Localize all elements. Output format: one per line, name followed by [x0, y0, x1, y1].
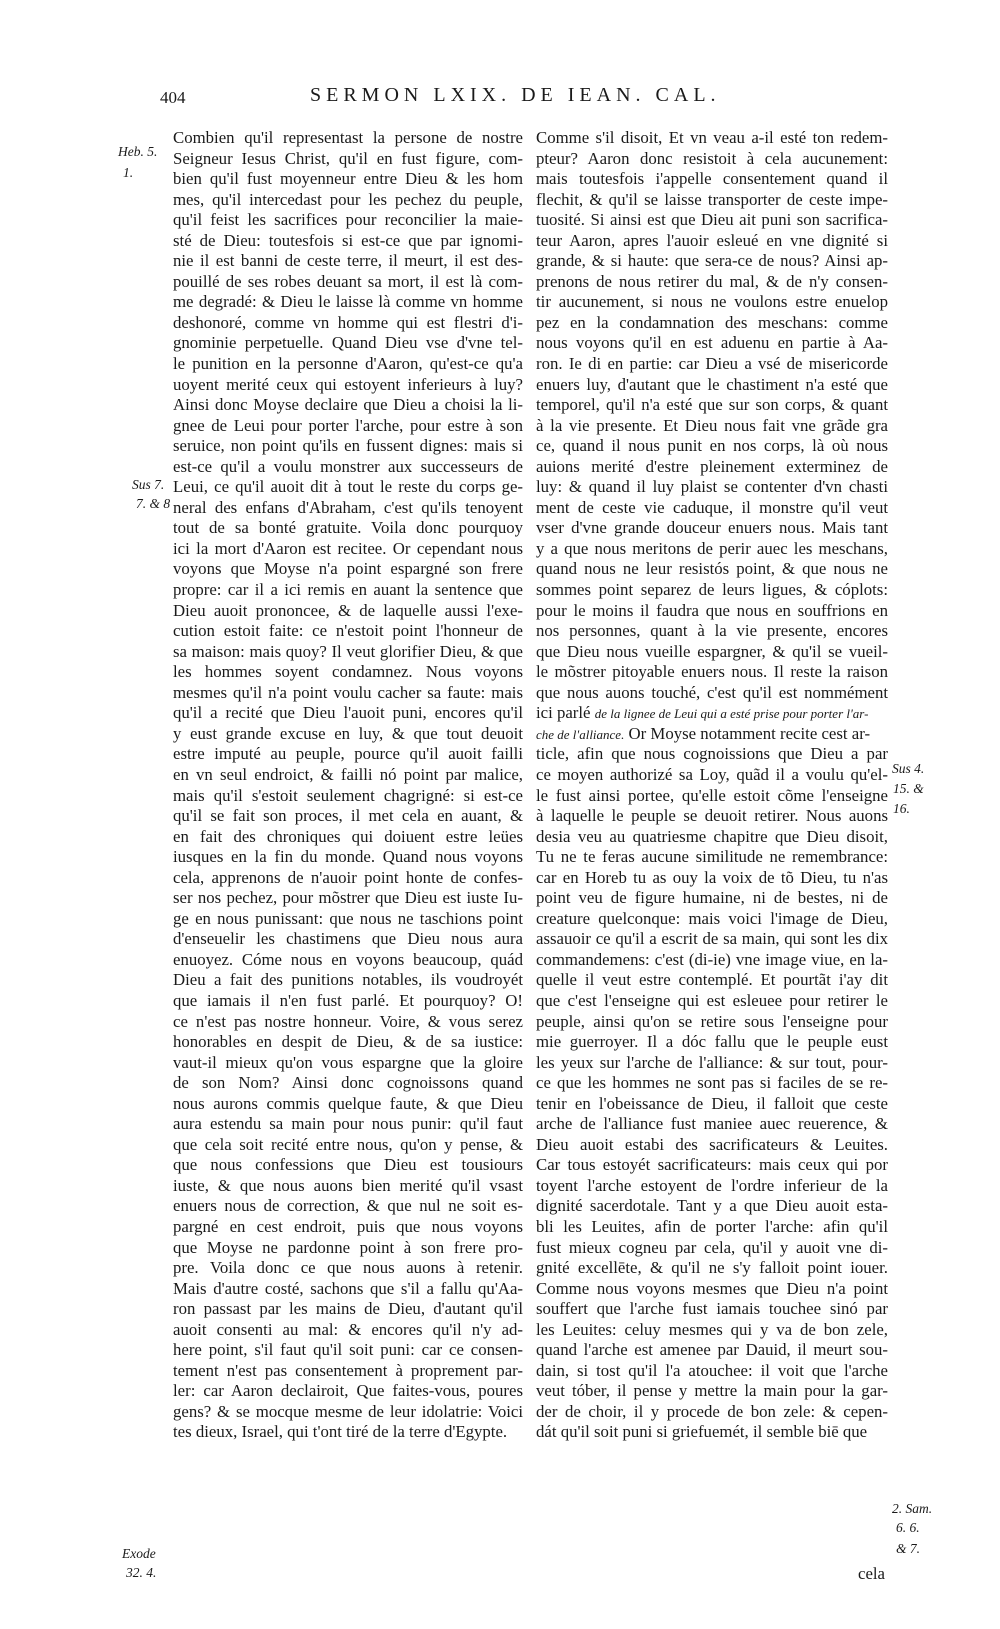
text-line: prenons de nous retirer du mal, & de n'y consen-: [536, 271, 888, 291]
text-line: ce n'est pas nostre honneur. Voire, & vous serez: [173, 1011, 523, 1031]
text-line: quand nous ne leur resistós point, & que nous ne: [536, 559, 888, 579]
text-line: est-ce qu'il a voulu monstrer aux successeurs de: [173, 456, 523, 476]
text-line: Dieu auoit prononcee, & de laquelle aussi l'exe-: [173, 600, 523, 620]
text-line: mesmes qu'il n'a point voulu cacher sa faute: mais: [173, 682, 523, 702]
text-line: veut tóber, il pense y mettre la main pour la gar-: [536, 1381, 888, 1401]
margin-note-sus-right: Sus 4.: [892, 761, 925, 776]
right-column: [536, 128, 888, 1443]
text-line: voyons que Moyse n'a point espargné son frere: [173, 559, 523, 579]
text-line: neral des enfans d'Abraham, c'est qu'ils tenoyent: [173, 497, 523, 517]
text-line: dignité sacerdotale. Tant y a que Dieu auoit esta-: [536, 1196, 888, 1216]
text-line: y a que nous meritons de perir auec les meschans,: [536, 538, 888, 558]
text-line: Mais d'autre costé, sachons que s'il a fallu qu'Aa-: [173, 1278, 523, 1298]
text-line: ge en nous punissant: que nous ne taschions point: [173, 908, 523, 928]
text-line: enuers luy, d'autant que le chastiment n'a esté que: [536, 374, 888, 394]
text-line: commandemens: c'est (di-ie) vne image viue, en la-: [536, 949, 888, 969]
text-line: tir aucunement, si nous ne voulons estre enuelop: [536, 292, 888, 312]
text-line: Leui, ce qu'il auoit dit à tout le reste du corps ge-: [173, 477, 523, 497]
text-line: ici la mort d'Aaron est recitee. Or cependant nous: [173, 538, 523, 558]
margin-note-sam-verse2: & 7.: [896, 1541, 921, 1556]
text-line: les hommes soyent condamnez. Nous voyons: [173, 662, 523, 682]
text-line: nie il est banni de ceste terre, il meurt, il est des-: [173, 251, 523, 271]
text-line: gens? & se mocque mesme de leur idolatrie: Voici: [173, 1401, 523, 1421]
text-line: vser d'vne grande douceur enuers nous. Mais tant: [536, 518, 888, 538]
text-line: à laquelle le peuple se deuoit retirer. Nous auons: [536, 806, 888, 826]
text-line: ment de ceste vie caduque, il monstre qu'il veut: [536, 497, 888, 517]
text-line: pteur? Aaron donc resistoit à cela aucunement:: [536, 148, 888, 168]
text-line: pour le moins il faudra que nous en souffrions en: [536, 600, 888, 620]
text-line: der de choir, il y procede de bon zele: & cepen-: [536, 1401, 888, 1421]
text-line: enuers nous de correction, & que nul ne soit es-: [173, 1196, 523, 1216]
text-line: iusques en la fin du monde. Quand nous voyons: [173, 847, 523, 867]
text-line: gnité excellēte, & qu'il ne s'y falloit point iouer.: [536, 1258, 888, 1278]
text-line: bien qu'il fust moyenneur entre Dieu & les hom: [173, 169, 523, 189]
text-line: quelle il veut estre contemplé. Et pourtãt i'ay dit: [536, 970, 888, 990]
text-line: Comme nous voyons mesmes que Dieu n'a point: [536, 1278, 888, 1298]
margin-note-sus-right-verse2: 16.: [893, 801, 910, 816]
text-line: nos personnes, quant à la vie presente, encores: [536, 621, 888, 641]
text-line: tement n'est pas consentement à proprement par-: [173, 1360, 523, 1380]
text-line: Seigneur Iesus Christ, qu'il en fust figure, com-: [173, 148, 523, 168]
text-line: luy: & quand il luy plaist se contenter d'vn chasti: [536, 477, 888, 497]
text-line: pez en la condamnation des meschans: comme: [536, 312, 888, 332]
text-roman: Or Moyse notamment recite cest ar-: [628, 723, 871, 743]
text-line: y eust grande excuse en luy, & que tout deuoit: [173, 723, 523, 743]
text-line: les yeux sur l'arche de l'alliance: & sur tout, pour-: [536, 1052, 888, 1072]
text-line: estre imputé au peuple, pource qu'il auoit failli: [173, 744, 523, 764]
text-line: dain, si tost qu'il l'a atouchee: il voit que l'arche: [536, 1360, 888, 1380]
text-line: [536, 724, 888, 745]
text-line: flechit, & qu'il se laisse transporter de ceste impe-: [536, 189, 888, 209]
text-line: bli les Leuites, afin de porter l'arche: afin qu'il: [536, 1216, 888, 1236]
text-line: [536, 703, 888, 724]
text-line: peuple, ainsi qu'on se retire sous l'enseigne pour: [536, 1011, 888, 1031]
text-line: que Dieu nous vueille espargner, & qu'il se vueil-: [536, 641, 888, 661]
text-line: vaut-il mieux qu'on vous espargne que la gloire: [173, 1052, 523, 1072]
text-line: seruice, non point qu'ils en fussent dignes: mais si: [173, 436, 523, 456]
margin-note-sus-left: Sus 7.: [132, 477, 165, 492]
text-line: creature quelconque: mais voici l'image de Dieu,: [536, 908, 888, 928]
text-line: pouillé de ses robes deuant sa mort, il est là com-: [173, 271, 523, 291]
text-line: pargné en cest endroit, puis que nous voyons: [173, 1216, 523, 1236]
text-line: mes, qu'il intercedast pour les pechez du peuple,: [173, 189, 523, 209]
text-line: nous voyons qu'il en est aduenu en partie à Aa-: [536, 333, 888, 353]
text-line: Dieu auoit estabi des sacrificateurs & Leuites.: [536, 1134, 888, 1154]
margin-note-sus-left-verse: 7. & 8: [136, 496, 171, 511]
text-line: sté de Dieu: toutesfois si est-ce que par ignomi-: [173, 230, 523, 250]
text-line: toyent l'arche estoyent de l'ordre inferieur de la: [536, 1175, 888, 1195]
margin-note-sus-right-verse1: 15. &: [893, 781, 924, 796]
margin-note-sam-verse: 6. 6.: [896, 1520, 920, 1535]
text-line: deshonoré, comme vn homme qui est flestri d'i-: [173, 312, 523, 332]
text-line: desia veu au quatriesme chapitre que Dieu disoit,: [536, 826, 888, 846]
text-line: tes dieux, Israel, qui t'ont tiré de la terre d'Egypte.: [173, 1422, 508, 1442]
catchword: cela: [858, 1564, 886, 1583]
text-line: point veu de figure humaine, ni de bestes, ni de: [536, 888, 888, 908]
text-line: que c'est l'enseigne qui est esleuee pour retirer le: [536, 990, 888, 1010]
margin-note-exode-verse: 32. 4.: [126, 1565, 157, 1580]
text-line: car en Horeb tu as ouy la voix de tõ Dieu, tu n'as: [536, 867, 888, 887]
text-line: ticle, afin que nous cognoissions que Dieu a par: [536, 744, 888, 764]
text-line: gnominie perpetuelle. Quand Dieu vse d'vne tel-: [173, 333, 523, 353]
text-line: Combien qu'il representast la persone de nostre: [173, 128, 523, 147]
text-line: auoit consenti au mal: & encores qu'il n'y ad-: [173, 1319, 523, 1339]
page-number: 404: [160, 88, 186, 107]
text-line: le punition en la personne d'Aaron, qu'est-ce qu'a: [173, 354, 523, 374]
text-line: quand l'arche est amenee par Dauid, il meurt sou-: [536, 1340, 888, 1360]
text-line: qu'il feist les sacrifices pour reconcilier la maie-: [173, 210, 523, 230]
text-line: les Leuites: celuy mesmes qui y va de bon zele,: [536, 1319, 888, 1339]
text-line: tout de sa bonté gratuite. Voila donc pourquoy: [173, 518, 523, 538]
text-line: here point, s'il faut qu'il soit puni: car ce consen-: [173, 1340, 523, 1360]
text-line: assauoir ce qu'il a escrit de sa main, qui sont les dix: [536, 929, 888, 949]
text-line: que cela soit recité entre nous, qu'on y pense, &: [173, 1134, 523, 1154]
text-line: le mõstrer pitoyable enuers nous. Il reste la raison: [536, 662, 888, 682]
text-line: propre: car il a ici remis en auant la sentence que: [173, 580, 523, 600]
text-line: uoyent merité ceux qui estoyent inferieurs à luy?: [173, 374, 523, 394]
text-line: mais toutesfois i'appelle consentement quand il: [536, 169, 888, 189]
text-line: à la vie presente. Et Dieu nous fait vne grãde gra: [536, 415, 888, 435]
text-line: temporel, qu'il n'a esté que sur son corps, & quant: [536, 395, 888, 415]
text-line: sommes point separez de leurs ligues, & cóplots:: [536, 580, 888, 600]
text-line: mie guerroyer. Il a dóc fallu que le peuple eust: [536, 1032, 888, 1052]
text-line: sa maison: mais quoy? Il veut glorifier Dieu, & que: [173, 641, 523, 661]
text-line: tuosité. Si ainsi est que Dieu ait puni son sacrifica-: [536, 210, 888, 230]
text-roman: ici parlé: [536, 703, 591, 723]
text-line: honorables en despit de Dieu, & de sa iustice:: [173, 1032, 523, 1052]
text-line: teur Aaron, apres l'auoir esleué en vne dignité si: [536, 230, 888, 250]
text-italic: che de l'alliance.: [536, 726, 625, 742]
running-head: SERMON LXIX. DE IEAN. CAL.: [310, 84, 721, 106]
left-column: [173, 128, 523, 1443]
text-line: ce que les hommes ne sont pas si faciles de se re-: [536, 1073, 888, 1093]
text-line: ce moyen authorizé sa Loy, quãd il a voulu qu'el-: [536, 764, 888, 784]
text-line: que Moyse ne pardonne point à son frere pro-: [173, 1237, 523, 1257]
text-line: que nous confessions que Dieu est tousiours: [173, 1155, 523, 1175]
text-line: le fust ainsi portee, qu'elle estoit cõme l'enseigne: [536, 785, 888, 805]
text-line: qu'il se fait son proces, il met cela en auant, &: [173, 806, 523, 826]
text-line: ser nos pechez, pour mõstrer que Dieu est iuste Iu-: [173, 888, 523, 908]
text-line: que nous auons touché, c'est qu'il est nommément: [536, 682, 888, 702]
text-line: Dieu a fait des punitions notables, ils voudroyét: [173, 970, 523, 990]
text-line: dát qu'il soit puni si griefuemét, il semble biē que: [536, 1422, 868, 1442]
text-line: arche de l'alliance fust maniee auec reuerence, &: [536, 1114, 888, 1134]
page-header: [160, 84, 920, 116]
text-line: que iamais il n'en fust parlé. Et pourquoy? O!: [173, 990, 523, 1010]
text-line: nous aurons commis quelque faute, & que Dieu: [173, 1093, 523, 1113]
text-line: fust mieux cogneu par cela, qu'il y auoit vne di-: [536, 1237, 888, 1257]
margin-note-heb: Heb. 5.: [118, 144, 158, 159]
text-line: gnee de Leui pour porter l'arche, pour estre à son: [173, 415, 523, 435]
text-line: iuste, & que nous auons bien merité qu'il vsast: [173, 1175, 523, 1195]
text-line: Car tous estoyét sacrificateurs: mais ceux qui por: [536, 1155, 888, 1175]
text-line: Tu ne te feras aucune similitude ne remembrance:: [536, 847, 888, 867]
text-line: auions merité d'estre pleinement exterminez de: [536, 456, 888, 476]
margin-note-heb-verse: 1.: [123, 165, 134, 180]
text-line: ce, quand il nous punit en nos corps, là où nous: [536, 436, 888, 456]
text-line: me degradé: & Dieu le laisse là comme vn homme: [173, 292, 523, 312]
text-line: d'enseuelir les chastimens que Dieu nous aura: [173, 929, 523, 949]
text-line: en vn seul endroict, & failli nó point par malice,: [173, 764, 523, 784]
text-line: mais qu'il s'estoit seulement chagrigné: si est-ce: [173, 785, 523, 805]
text-line: de son Nom? Ainsi donc cognoissons quand: [173, 1073, 523, 1093]
text-line: qu'il a recité que Dieu l'auoit puni, encores qu'il: [173, 703, 523, 723]
text-line: en fait des chroniques qui doiuent estre leües: [173, 826, 523, 846]
text-line: aura estendu sa main pour nous punir: qu'il faut: [173, 1114, 523, 1134]
text-line: cution estoit faite: ce n'estoit point l'honneur de: [173, 621, 523, 641]
text-line: pre. Voila donc ce que nous auons à retenir.: [173, 1258, 523, 1278]
text-line: Ainsi donc Moyse declaire que Dieu a choisi la li-: [173, 395, 523, 415]
margin-note-sam: 2. Sam.: [892, 1501, 933, 1516]
text-line: ron. Ie di en partie: car Dieu a vsé de misericorde: [536, 354, 888, 374]
margin-note-exode: Exode: [122, 1546, 156, 1561]
text-line: enuoyez. Cóme nous en voyons beaucoup, quád: [173, 949, 523, 969]
text-line: Comme s'il disoit, Et vn veau a-il esté ton redem-: [536, 128, 888, 147]
text-italic: de la lignee de Leui qui a esté prise pour porter l'ar-: [594, 706, 869, 722]
text-line: ler: car Aaron declairoit, Que faites-vous, poures: [173, 1381, 523, 1401]
text-line: tenir en l'obeissance de Dieu, il falloit que ceste: [536, 1093, 888, 1113]
text-line: cela, apprenons de n'auoir point honte de confes-: [173, 867, 523, 887]
text-line: souffert que l'arche fust iamais touchee sinó par: [536, 1299, 888, 1319]
text-line: grande, & si haute: que sera-ce de nous? Ainsi ap-: [536, 251, 888, 271]
text-line: ron passast par les mains de Dieu, d'autant qu'il: [173, 1299, 523, 1319]
